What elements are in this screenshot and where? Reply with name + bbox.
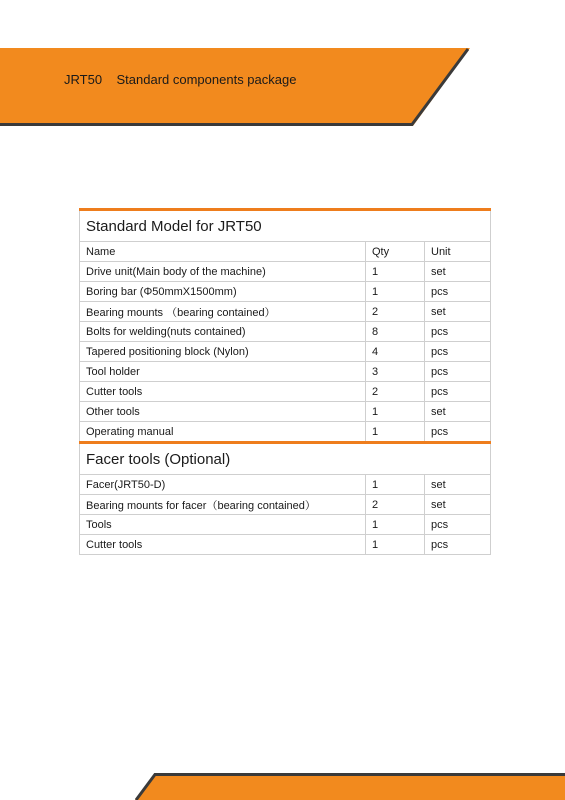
item-unit: set [425,262,491,282]
item-qty: 8 [366,322,425,342]
item-unit: pcs [425,322,491,342]
item-name: Facer(JRT50-D) [80,475,366,495]
item-name: Bearing mounts for facer（bearing contained） [80,495,366,515]
table-row [80,535,491,555]
item-unit: set [425,475,491,495]
table-row [80,382,491,402]
item-name: Drive unit(Main body of the machine) [80,262,366,282]
item-qty: 4 [366,342,425,362]
item-unit: set [425,302,491,322]
item-name: Tool holder [80,362,366,382]
item-unit: pcs [425,362,491,382]
table-row [80,262,491,282]
table-row [80,422,491,443]
item-qty: 1 [366,262,425,282]
item-name: Cutter tools [80,382,366,402]
header-banner [0,48,470,126]
item-unit: pcs [425,422,491,443]
item-qty: 2 [366,495,425,515]
item-name: Cutter tools [80,535,366,555]
section-title-row [80,443,491,475]
item-name: Other tools [80,402,366,422]
footer-banner [135,773,565,800]
table-row [80,402,491,422]
item-qty: 1 [366,422,425,443]
table-row [80,495,491,515]
header-banner-shape [0,48,470,126]
item-unit: pcs [425,515,491,535]
section-title: Facer tools (Optional) [80,443,491,475]
page-title: JRT50 Standard components package [64,72,297,87]
item-qty: 2 [366,382,425,402]
table-row [80,342,491,362]
item-name: Operating manual [80,422,366,443]
table-row [80,322,491,342]
section-title: Standard Model for JRT50 [80,210,491,242]
item-qty: 2 [366,302,425,322]
item-qty: 1 [366,402,425,422]
item-unit: set [425,402,491,422]
column-header-name: Name [80,242,366,262]
item-qty: 1 [366,515,425,535]
item-name: Tools [80,515,366,535]
item-name: Bolts for welding(nuts contained) [80,322,366,342]
footer-banner-shape [135,773,565,800]
item-unit: pcs [425,535,491,555]
item-qty: 1 [366,282,425,302]
item-name: Tapered positioning block (Nylon) [80,342,366,362]
item-qty: 1 [366,535,425,555]
item-name: Boring bar (Φ50mmX1500mm) [80,282,366,302]
table-row [80,515,491,535]
column-header-qty: Qty [366,242,425,262]
item-name: Bearing mounts （bearing contained） [80,302,366,322]
item-unit: pcs [425,342,491,362]
item-unit: pcs [425,282,491,302]
table-row [80,475,491,495]
table-row [80,302,491,322]
item-qty: 1 [366,475,425,495]
item-qty: 3 [366,362,425,382]
components-table [79,208,491,555]
section-title-row [80,210,491,242]
table-header-row [80,242,491,262]
table-row [80,362,491,382]
column-header-unit: Unit [425,242,491,262]
item-unit: set [425,495,491,515]
table-row [80,282,491,302]
item-unit: pcs [425,382,491,402]
